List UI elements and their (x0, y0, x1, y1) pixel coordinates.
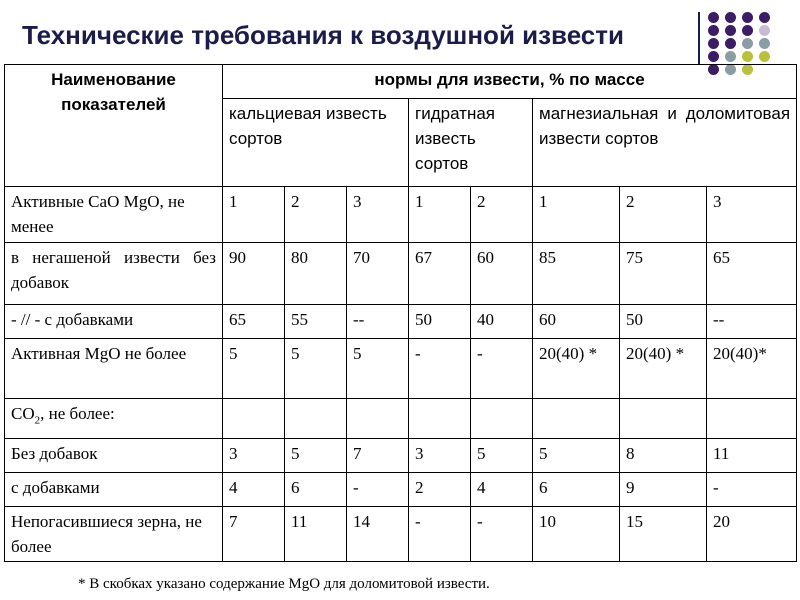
row-label: $CO_2$, не более: (5, 399, 223, 439)
table-row (5, 243, 797, 305)
decorative-dot (759, 12, 770, 23)
value-cell: 3 (347, 187, 409, 243)
header-norms: нормы для извести, % по массе (374, 70, 645, 89)
table-row (5, 305, 797, 339)
table-row (5, 507, 797, 562)
value-cell: 67 (409, 243, 471, 305)
value-cell (223, 399, 285, 439)
value-cell: 5 (223, 339, 285, 399)
row-label: Непогасившиеся зерна, не более (5, 507, 223, 562)
decorative-dot (708, 12, 719, 23)
value-cell: 1 (533, 187, 620, 243)
value-cell: - (471, 339, 533, 399)
value-cell: 90 (223, 243, 285, 305)
value-cell: 6 (285, 473, 347, 507)
value-cell: 5 (285, 439, 347, 473)
value-cell: 1 (409, 187, 471, 243)
value-cell: 11 (707, 439, 797, 473)
value-cell: 3 (707, 187, 797, 243)
decorative-dot (725, 12, 736, 23)
title-divider (698, 12, 700, 64)
table-row (5, 439, 797, 473)
decorative-dot (742, 12, 753, 23)
value-cell: 14 (347, 507, 409, 562)
value-cell (409, 399, 471, 439)
value-cell: 2 (285, 187, 347, 243)
value-cell: 40 (471, 305, 533, 339)
value-cell: 70 (347, 243, 409, 305)
value-cell: - (409, 507, 471, 562)
value-cell: - (409, 339, 471, 399)
value-cell: - (471, 507, 533, 562)
header-name: Наименование показателей (51, 70, 176, 114)
table-row (5, 187, 797, 243)
page-title: Технические требования к воздушной извести (22, 20, 624, 50)
value-cell (620, 399, 707, 439)
value-cell: 4 (223, 473, 285, 507)
decorative-dot (725, 25, 736, 36)
row-label: с добавками (5, 473, 223, 507)
header-norms-cell (223, 65, 797, 99)
row-label: Активная MgO не более (5, 339, 223, 399)
decorative-dot (708, 38, 719, 49)
value-cell: - (347, 473, 409, 507)
row-label: в негашеной извести без добавок (5, 243, 223, 305)
value-cell: 3 (409, 439, 471, 473)
value-cell: 2 (409, 473, 471, 507)
table-row (5, 399, 797, 439)
value-cell: 15 (620, 507, 707, 562)
value-cell: 6 (533, 473, 620, 507)
value-cell: 80 (285, 243, 347, 305)
decorative-dot (759, 25, 770, 36)
value-cell: 50 (409, 305, 471, 339)
decorative-dot (742, 51, 753, 62)
value-cell: 10 (533, 507, 620, 562)
value-cell: 65 (707, 243, 797, 305)
decorative-dot (708, 25, 719, 36)
value-cell: - (707, 473, 797, 507)
value-cell: 2 (620, 187, 707, 243)
value-cell: 8 (620, 439, 707, 473)
value-cell: 85 (533, 243, 620, 305)
group-calcium: кальциевая известь сортов (223, 99, 409, 187)
value-cell: 20(40)* (707, 339, 797, 399)
decorative-dot (759, 51, 770, 62)
value-cell: 7 (347, 439, 409, 473)
value-cell (707, 399, 797, 439)
header-name-cell (5, 65, 223, 187)
value-cell: -- (707, 305, 797, 339)
value-cell: 20(40) * (533, 339, 620, 399)
value-cell (471, 399, 533, 439)
decorative-dot (725, 51, 736, 62)
value-cell: 20(40) * (620, 339, 707, 399)
value-cell (285, 399, 347, 439)
value-cell (347, 399, 409, 439)
table-row (5, 339, 797, 399)
row-label: - // - с добавками (5, 305, 223, 339)
value-cell: 1 (223, 187, 285, 243)
value-cell: 5 (471, 439, 533, 473)
value-cell (533, 399, 620, 439)
value-cell: 50 (620, 305, 707, 339)
decorative-dot (742, 25, 753, 36)
group-hydrate: гидратная известь сортов (409, 99, 533, 187)
row-label: Активные CaO MgO, не менее (5, 187, 223, 243)
value-cell: 55 (285, 305, 347, 339)
value-cell: 11 (285, 507, 347, 562)
value-cell: 65 (223, 305, 285, 339)
value-cell: 60 (533, 305, 620, 339)
decorative-dot (759, 38, 770, 49)
decorative-dot (708, 51, 719, 62)
group-magnesia: магнезиальная и доломитовая извести сортов (533, 99, 797, 187)
footnote: * В скобках указано содержание MgO для доломитовой извести. (78, 576, 490, 592)
value-cell: 5 (533, 439, 620, 473)
value-cell: 7 (223, 507, 285, 562)
decorative-dot (742, 38, 753, 49)
table-row (5, 473, 797, 507)
value-cell: 3 (223, 439, 285, 473)
value-cell: 5 (285, 339, 347, 399)
requirements-table (4, 64, 797, 562)
value-cell: 4 (471, 473, 533, 507)
value-cell: 20 (707, 507, 797, 562)
value-cell: -- (347, 305, 409, 339)
value-cell: 5 (347, 339, 409, 399)
value-cell: 75 (620, 243, 707, 305)
row-label: Без добавок (5, 439, 223, 473)
value-cell: 2 (471, 187, 533, 243)
value-cell: 60 (471, 243, 533, 305)
value-cell: 9 (620, 473, 707, 507)
decorative-dot (725, 38, 736, 49)
